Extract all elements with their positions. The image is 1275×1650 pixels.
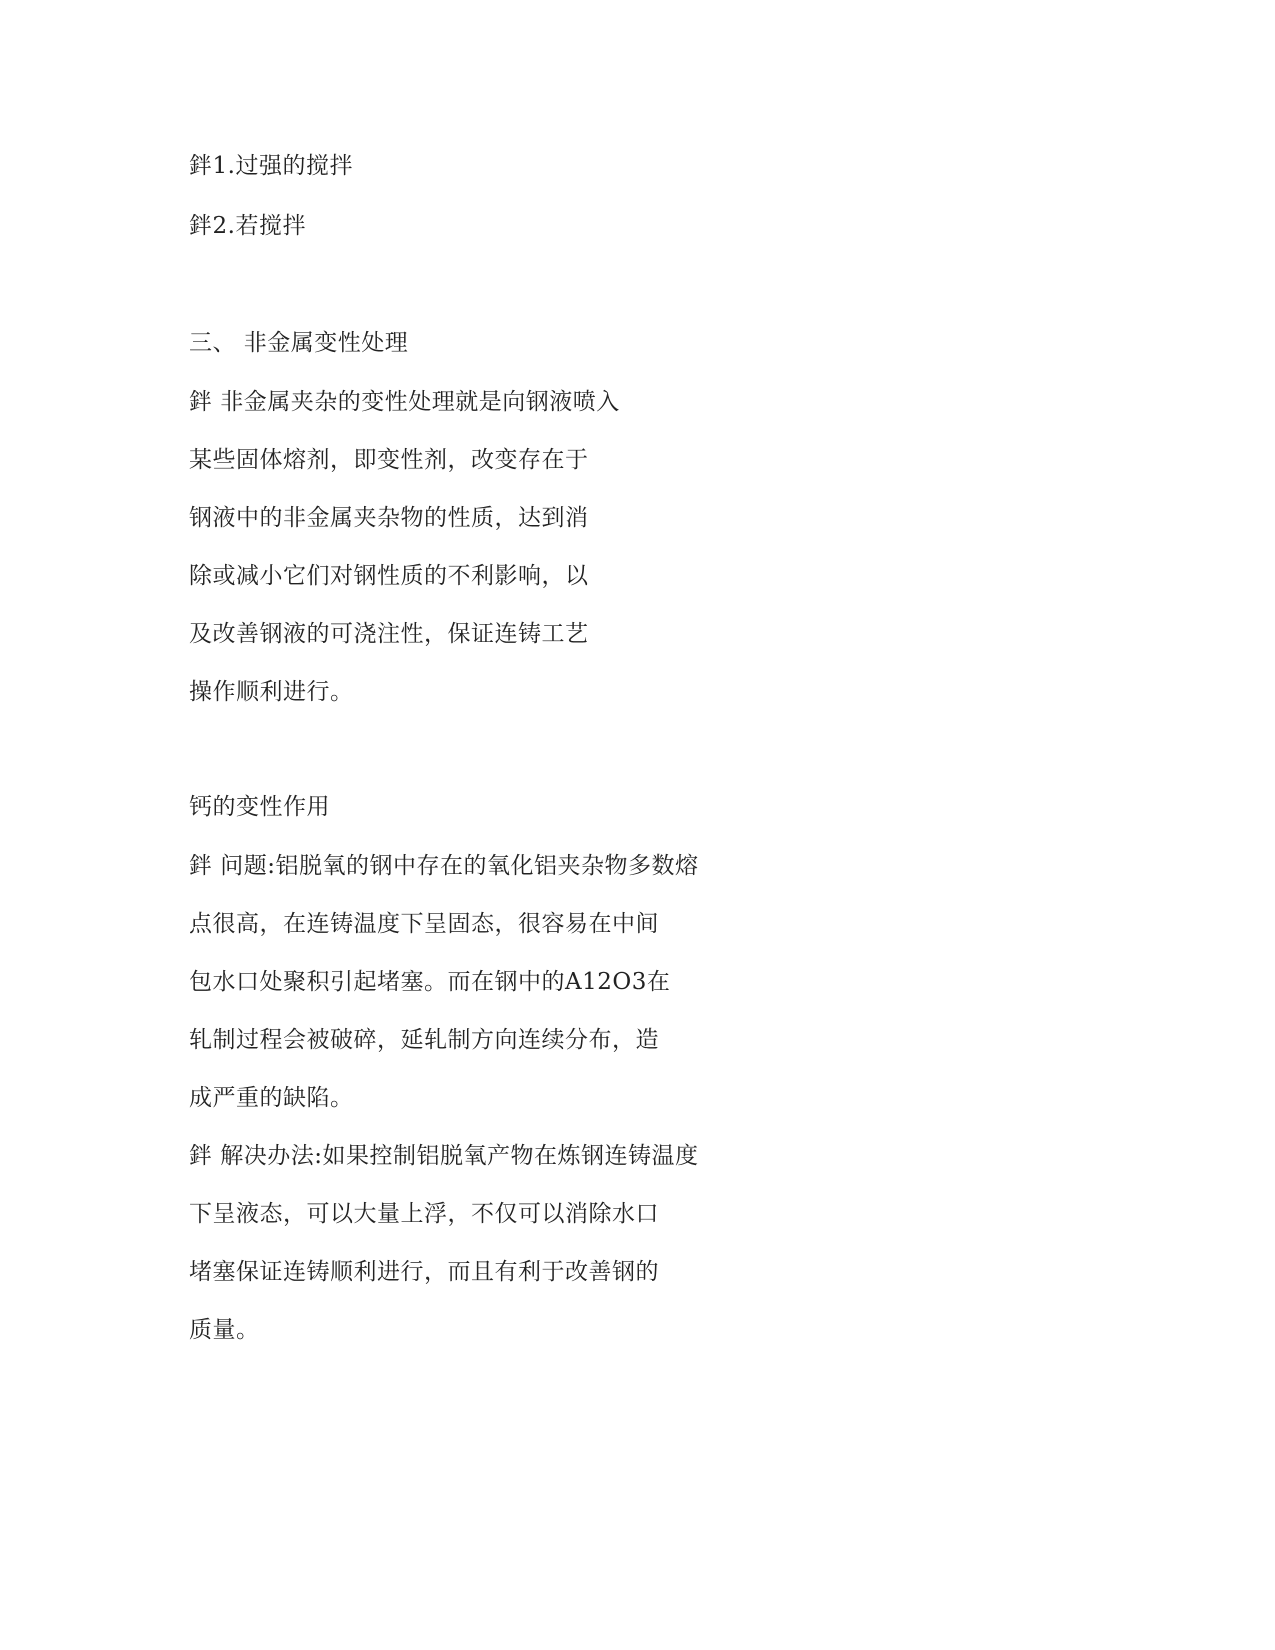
paragraph-line: 成严重的缺陷。 — [189, 1085, 354, 1111]
bullet-line-weak-stirring: 鉡2.若搅拌 — [189, 213, 306, 239]
subheading-calcium-modification: 钙的变性作用 — [189, 794, 330, 820]
paragraph-line: 鉡 非金属夹杂的变性处理就是向钢液喷入 — [189, 389, 620, 415]
paragraph-line: 鉡 解决办法:如果控制铝脱氧产物在炼钢连铸温度 — [189, 1143, 699, 1169]
paragraph-line: 包水口处聚积引起堵塞。而在钢中的A12O3在 — [189, 969, 671, 995]
paragraph-line: 钢液中的非金属夹杂物的性质，达到消 — [189, 505, 589, 531]
paragraph-line: 下呈液态，可以大量上浮，不仅可以消除水口 — [189, 1201, 659, 1227]
paragraph-line: 操作顺利进行。 — [189, 679, 354, 705]
paragraph-line: 轧制过程会被破碎，延轧制方向连续分布，造 — [189, 1027, 659, 1053]
paragraph-line: 鉡 问题:铝脱氧的钢中存在的氧化铝夹杂物多数熔 — [189, 853, 699, 879]
paragraph-line: 点很高，在连铸温度下呈固态，很容易在中间 — [189, 911, 659, 937]
paragraph-line: 某些固体熔剂，即变性剂，改变存在于 — [189, 447, 589, 473]
paragraph-line: 及改善钢液的可浇注性，保证连铸工艺 — [189, 621, 589, 647]
section-heading-nonmetal-modification: 三、 非金属变性处理 — [189, 330, 409, 356]
bullet-line-strong-stirring: 鉡1.过强的搅拌 — [189, 153, 353, 179]
paragraph-line: 除或减小它们对钢性质的不利影响，以 — [189, 563, 589, 589]
paragraph-line: 堵塞保证连铸顺利进行，而且有利于改善钢的 — [189, 1259, 659, 1285]
paragraph-line: 质量。 — [189, 1317, 260, 1343]
